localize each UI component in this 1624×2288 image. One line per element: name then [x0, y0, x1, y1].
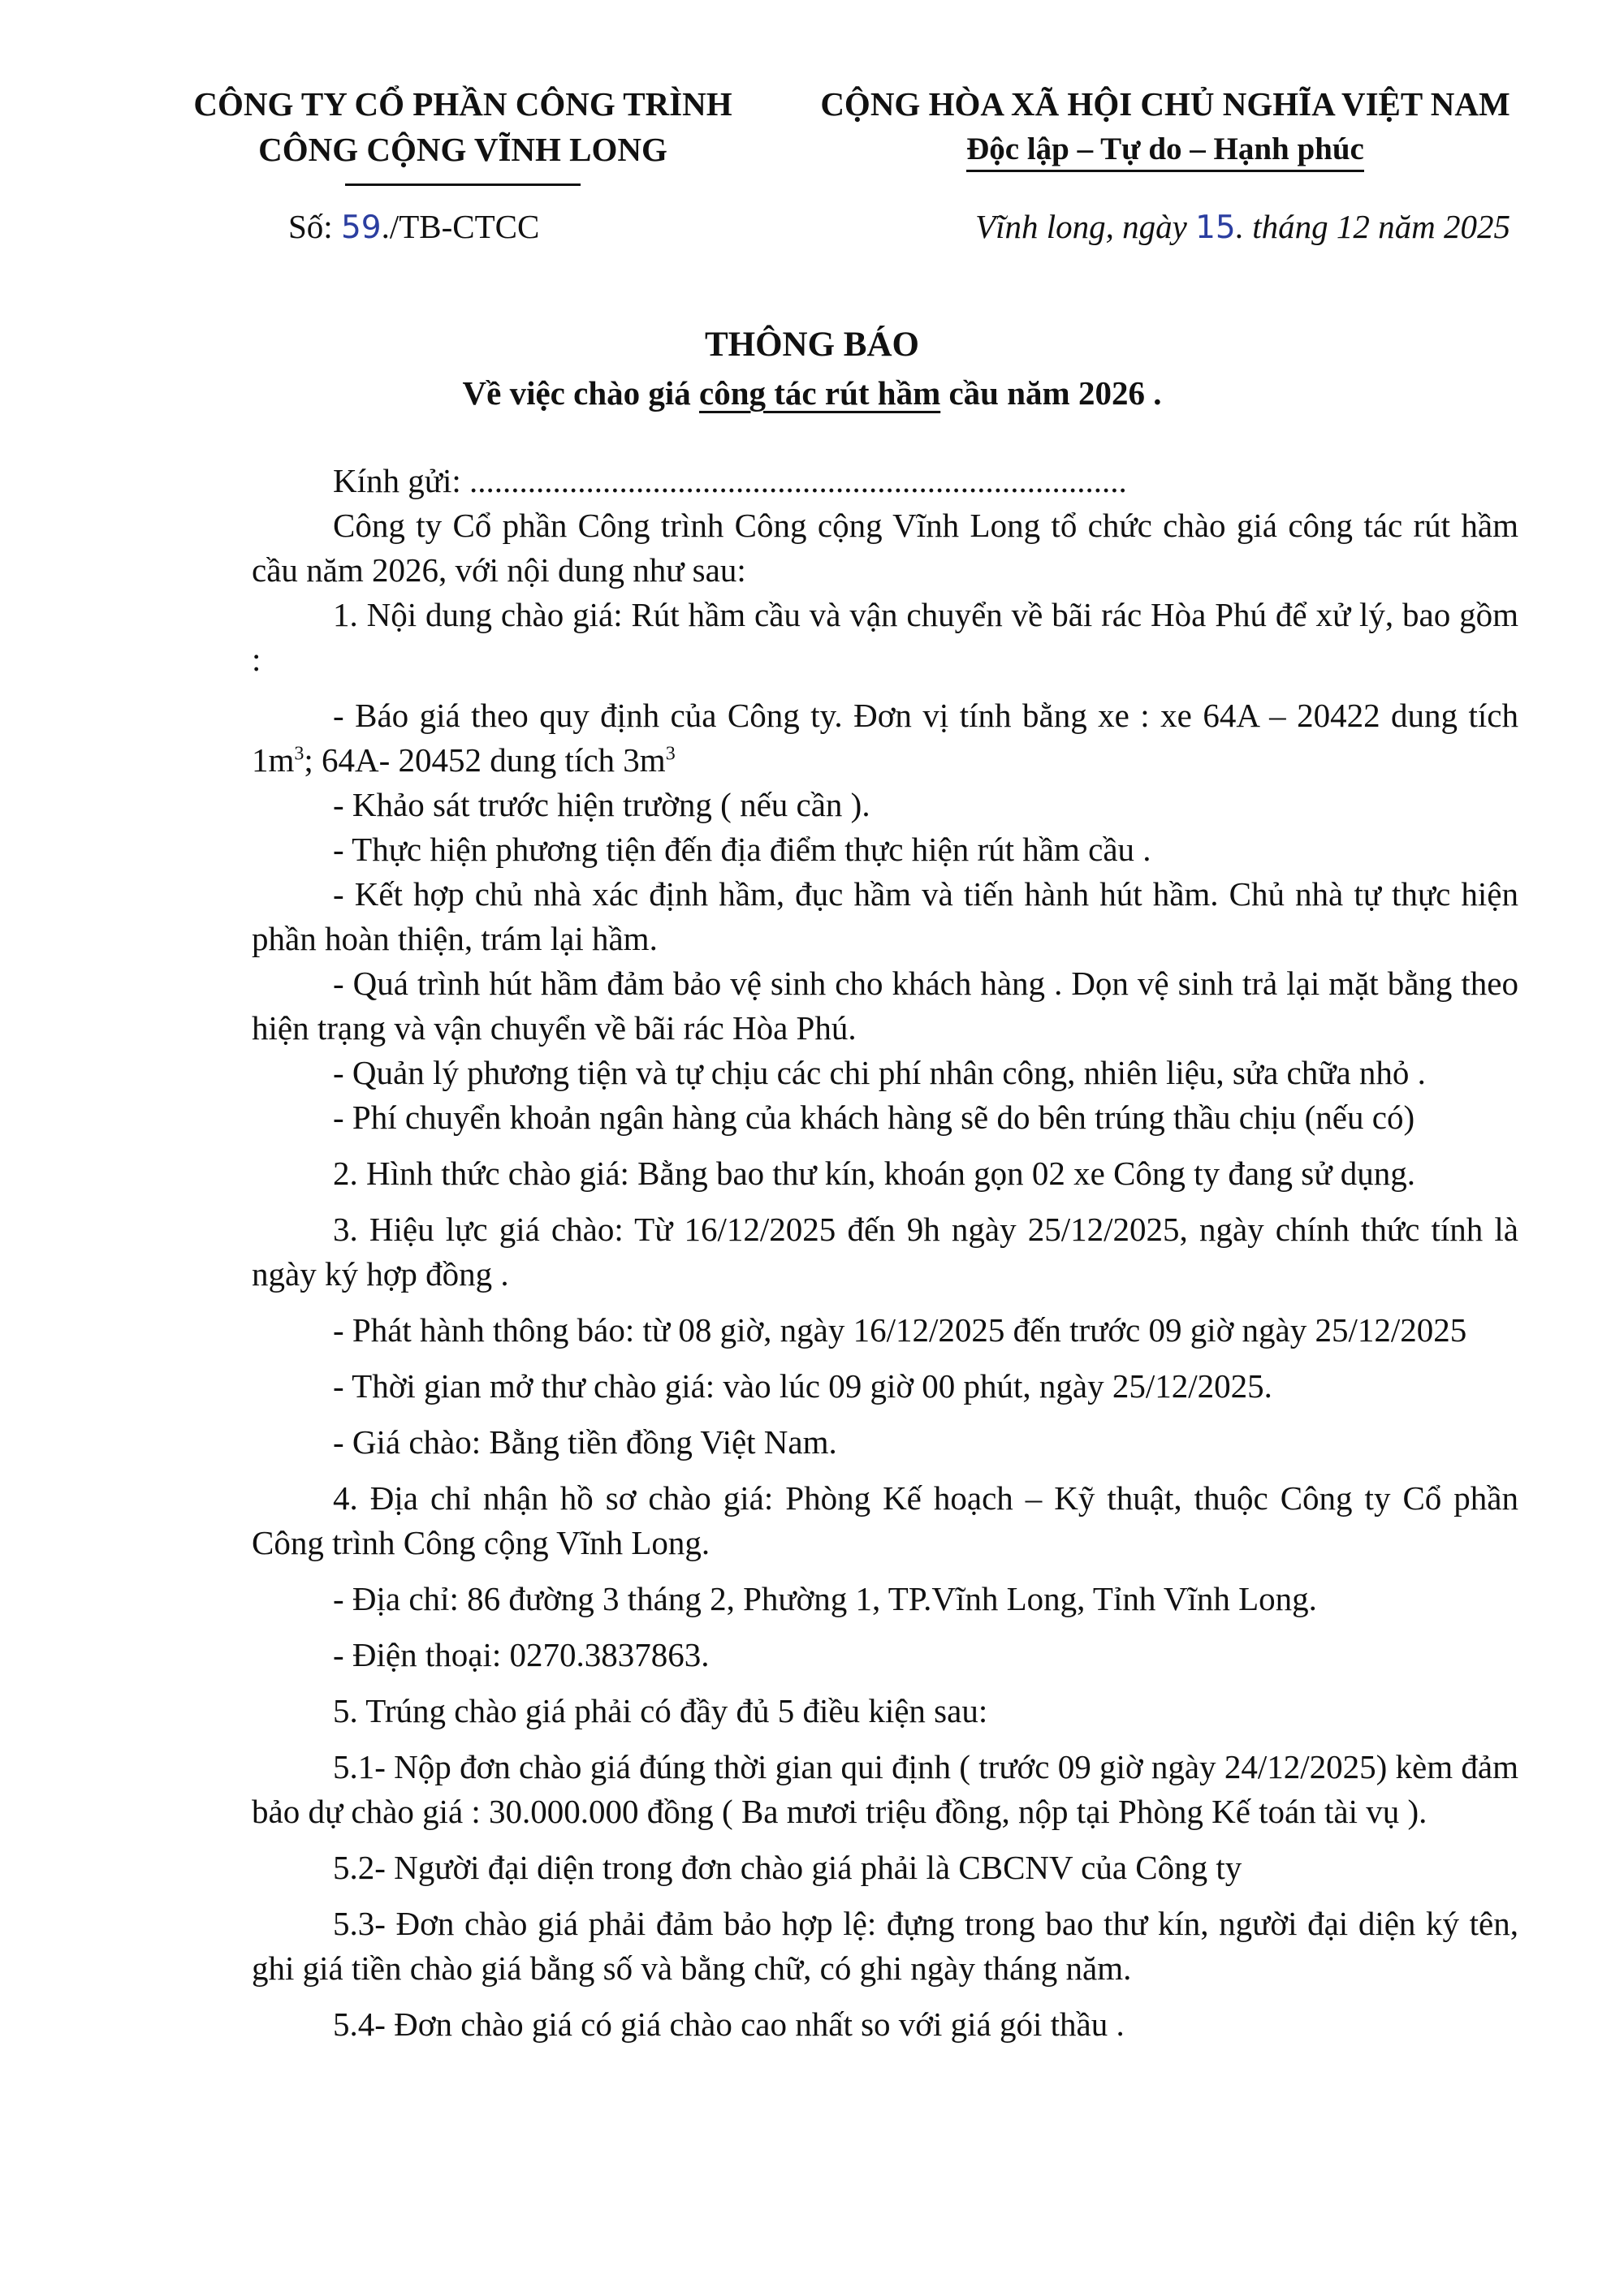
document-subtitle: Về việc chào giá công tác rút hầm cầu năm 2026 .	[462, 374, 1162, 412]
handwritten-number: 59	[340, 209, 382, 246]
section-1-bullet-6: - Quản lý phương tiện và tự chịu các chi phí nhân công, nhiên liệu, sửa chữa nhỏ .	[333, 1054, 1426, 1091]
section-3-bullet-3: - Giá chào: Bằng tiền đồng Việt Nam.	[333, 1423, 837, 1461]
country-header	[780, 81, 1551, 172]
section-2-paragraph: 2. Hình thức chào giá: Bằng bao thư kín, khoán gọn 02 xe Công ty đang sử dụng.	[333, 1155, 1415, 1192]
section-1-bullet-2: - Khảo sát trước hiện trường ( nếu cần ).	[333, 786, 870, 823]
recipient-line: Kính gửi: ...............................................................................	[333, 462, 1127, 499]
company-header-rule	[345, 183, 581, 186]
section-3-bullet-1: - Phát hành thông báo: từ 08 giờ, ngày 16/12/2025 đến trước 09 giờ ngày 25/12/2025	[333, 1311, 1467, 1349]
document-number: Số: 59./TB-CTCC	[288, 208, 540, 246]
company-name-line2: CÔNG CỘNG VĨNH LONG	[258, 131, 667, 168]
section-5-condition-4: 5.4- Đơn chào giá có giá chào cao nhất so với giá gói thầu .	[333, 2005, 1125, 2043]
company-name-line1: CÔNG TY CỔ PHẦN CÔNG TRÌNH	[193, 85, 732, 123]
section-4-address: - Địa chỉ: 86 đường 3 tháng 2, Phường 1, TP.Vĩnh Long, Tỉnh Vĩnh Long.	[333, 1580, 1317, 1617]
section-1-heading: 1. Nội dung chào giá: Rút hầm cầu và vận chuyển về bãi rác Hòa Phú để xử lý, bao gồm :	[252, 596, 1518, 678]
section-3-bullet-2: - Thời gian mở thư chào giá: vào lúc 09 giờ 00 phút, ngày 25/12/2025.	[333, 1367, 1272, 1405]
section-4-phone: - Điện thoại: 0270.3837863.	[333, 1636, 710, 1673]
national-motto: Độc lập – Tự do – Hạnh phúc	[966, 131, 1364, 172]
company-header	[162, 81, 763, 172]
section-5-heading: 5. Trúng chào giá phải có đầy đủ 5 điều kiện sau:	[333, 1692, 988, 1729]
section-1-bullet-3: - Thực hiện phương tiện đến địa điểm thực hiện rút hầm cầu .	[333, 831, 1151, 868]
document-date: Vĩnh long, ngày 15. tháng 12 năm 2025	[975, 208, 1510, 246]
section-1-bullet-1: - Báo giá theo quy định của Công ty. Đơn vị tính bằng xe : xe 64A – 20422 dung tích $1m^3$; 64A- 20452 dung tích $3m^3$	[252, 697, 1518, 779]
handwritten-day: 15	[1195, 209, 1236, 246]
section-5-condition-2: 5.2- Người đại diện trong đơn chào giá phải là CBCNV của Công ty	[333, 1849, 1242, 1886]
section-1-bullet-4: - Kết hợp chủ nhà xác định hầm, đục hầm và tiến hành hút hầm. Chủ nhà tự thực hiện phần hoàn thiện, trám lại hầm.	[252, 875, 1518, 957]
section-3-heading: 3. Hiệu lực giá chào: Từ 16/12/2025 đến 9h ngày 25/12/2025, ngày chính thức tính là ngày ký hợp đồng .	[252, 1211, 1518, 1293]
country-name: CỘNG HÒA XÃ HỘI CHỦ NGHĨA VIỆT NAM	[820, 85, 1510, 123]
section-5-condition-3: 5.3- Đơn chào giá phải đảm bảo hợp lệ: đựng trong bao thư kín, người đại diện ký tên, ghi giá tiền chào giá bằng số và bằng chữ, có ghi ngày tháng năm.	[252, 1905, 1518, 1987]
document-title: THÔNG BÁO	[704, 326, 919, 364]
section-5-condition-1: 5.1- Nộp đơn chào giá đúng thời gian qui định ( trước 09 giờ ngày 24/12/2025) kèm đảm bảo dự chào giá : 30.000.000 đồng ( Ba mươi triệu đồng, nộp tại Phòng Kế toán tài vụ ).	[252, 1748, 1518, 1830]
intro-paragraph: Công ty Cổ phần Công trình Công cộng Vĩnh Long tổ chức chào giá công tác rút hầm cầu năm 2026, với nội dung như sau:	[252, 507, 1518, 589]
document-body	[252, 459, 1518, 2047]
section-1-bullet-5: - Quá trình hút hầm đảm bảo vệ sinh cho khách hàng . Dọn vệ sinh trả lại mặt bằng theo hiện trạng và vận chuyển về bãi rác Hòa Phú.	[252, 965, 1518, 1047]
section-1-bullet-7: - Phí chuyển khoản ngân hàng của khách hàng sẽ do bên trúng thầu chịu (nếu có)	[333, 1099, 1415, 1136]
section-4-heading: 4. Địa chỉ nhận hồ sơ chào giá: Phòng Kế hoạch – Kỹ thuật, thuộc Công ty Cổ phần Công trình Công cộng Vĩnh Long.	[252, 1479, 1518, 1561]
